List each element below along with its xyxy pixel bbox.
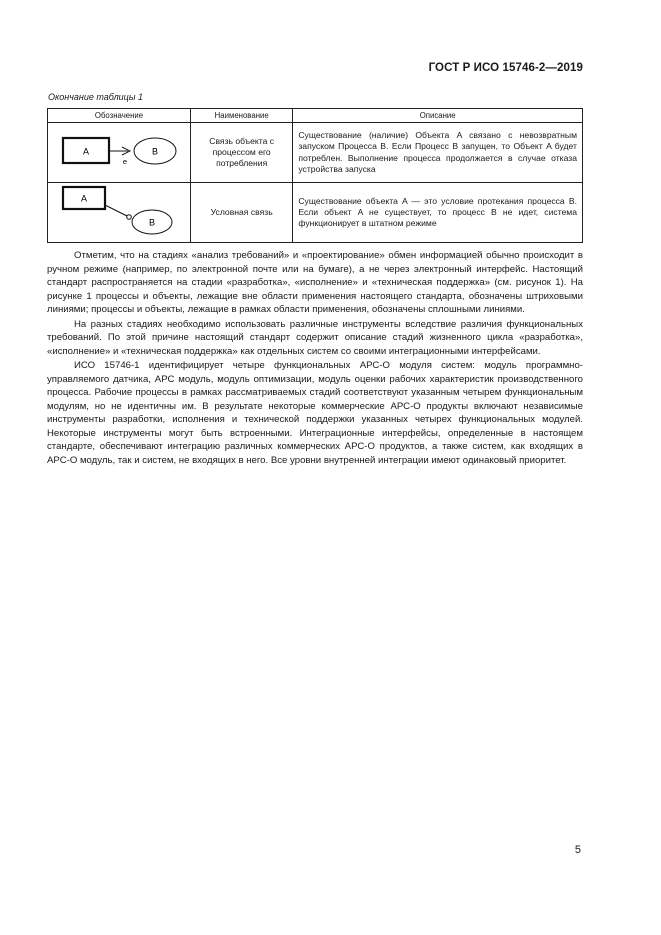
process-ellipse-label: B xyxy=(151,146,159,157)
table-row xyxy=(48,183,583,243)
conditional-link-diagram xyxy=(48,183,190,239)
paragraph: ИСО 15746-1 идентифицирует четыре функциональных АРС-О модуля систем: модуль программно-управляемого датчика, АРС модуль, модуль оптимизации, модуль оценки рабочих характеристик производственного процесса. Рабочие процессы в рамках рассматриваемых стадий соответствуют указанным четырем функциональным модулям, но не идентичны им. В результате некоторые коммерческие АРС-О продукты включают независимые инструменты разработки, исполнения и технической поддержки указанных четырех функциональных модулей. Некоторые инструменты могут быть встроенными. Интеграционные интерфейсы, определенные в настоящем стандарте, обеспечивают интеграцию различных коммерческих АРС-О продуктов, а также систем, как входящих в АРС-О модуль, так и систем, не входящих в него. Все уровни внутренней интеграции имеют одинаковый приоритет. xyxy=(47,360,583,466)
connector-line xyxy=(105,205,127,216)
table-caption: Окончание таблицы 1 xyxy=(48,92,143,102)
column-header-description: Описание xyxy=(293,109,583,123)
body-text xyxy=(47,249,583,468)
page-number: 5 xyxy=(574,844,581,856)
relation-description-cell: Существование объекта A — это условие протекания процесса B. Если объект A не существует, то процесс B не идет, система функционирует в штатном режиме xyxy=(293,183,583,243)
column-header-designation: Обозначение xyxy=(48,109,191,123)
consumption-link-diagram xyxy=(48,123,190,179)
relation-name-cell: Связь объекта с процессом его потребления xyxy=(191,123,293,183)
standard-header: ГОСТ Р ИСО 15746-2—2019 xyxy=(428,62,583,74)
relation-description-cell: Существование (наличие) Объекта A связано с невозвратным запуском Процесса B. Если Процесс B запущен, то Объект A будет потреблен. Выполнение процесса продолжается в случае отказа устройства запуска xyxy=(293,123,583,183)
condition-marker-icon xyxy=(127,215,132,220)
relation-name-cell: Условная связь xyxy=(191,183,293,243)
object-box-label: A xyxy=(82,146,90,157)
paragraph: На разных стадиях необходимо использовать различные инструменты вследствие различия функциональных требований. По этой причине настоящий стандарт содержит описание стадий жизненного цикла «разработка», «исполнение» и «техническая поддержка» как отдельных систем со своими интеграционными интерфейсами. xyxy=(47,318,583,357)
diagram-cell xyxy=(48,123,191,183)
table-header-row xyxy=(48,109,583,123)
paragraph: Отметим, что на стадиях «анализ требований» и «проектирование» обмен информацией обычно происходит в ручном режиме (например, по электронной почте или на бумаге), а не через электронный интерфейс. Настоящий стандарт распространяется на стадии «разработка», «исполнение» и «техническая поддержка» (см. рисунок 1). На рисунке 1 процессы и объекты, лежащие вне области применения настоящего стандарта, обозначены штриховыми линиями; процессы и объекты, лежащие в рамках области применения, обозначены сплошными линиями. xyxy=(47,250,583,315)
diagram-cell xyxy=(48,183,191,243)
column-header-name: Наименование xyxy=(191,109,293,123)
table-row xyxy=(48,123,583,183)
designation-table xyxy=(47,108,583,243)
connector-label: e xyxy=(122,157,128,166)
object-box-label: A xyxy=(80,193,88,204)
process-ellipse-label: B xyxy=(148,217,156,228)
